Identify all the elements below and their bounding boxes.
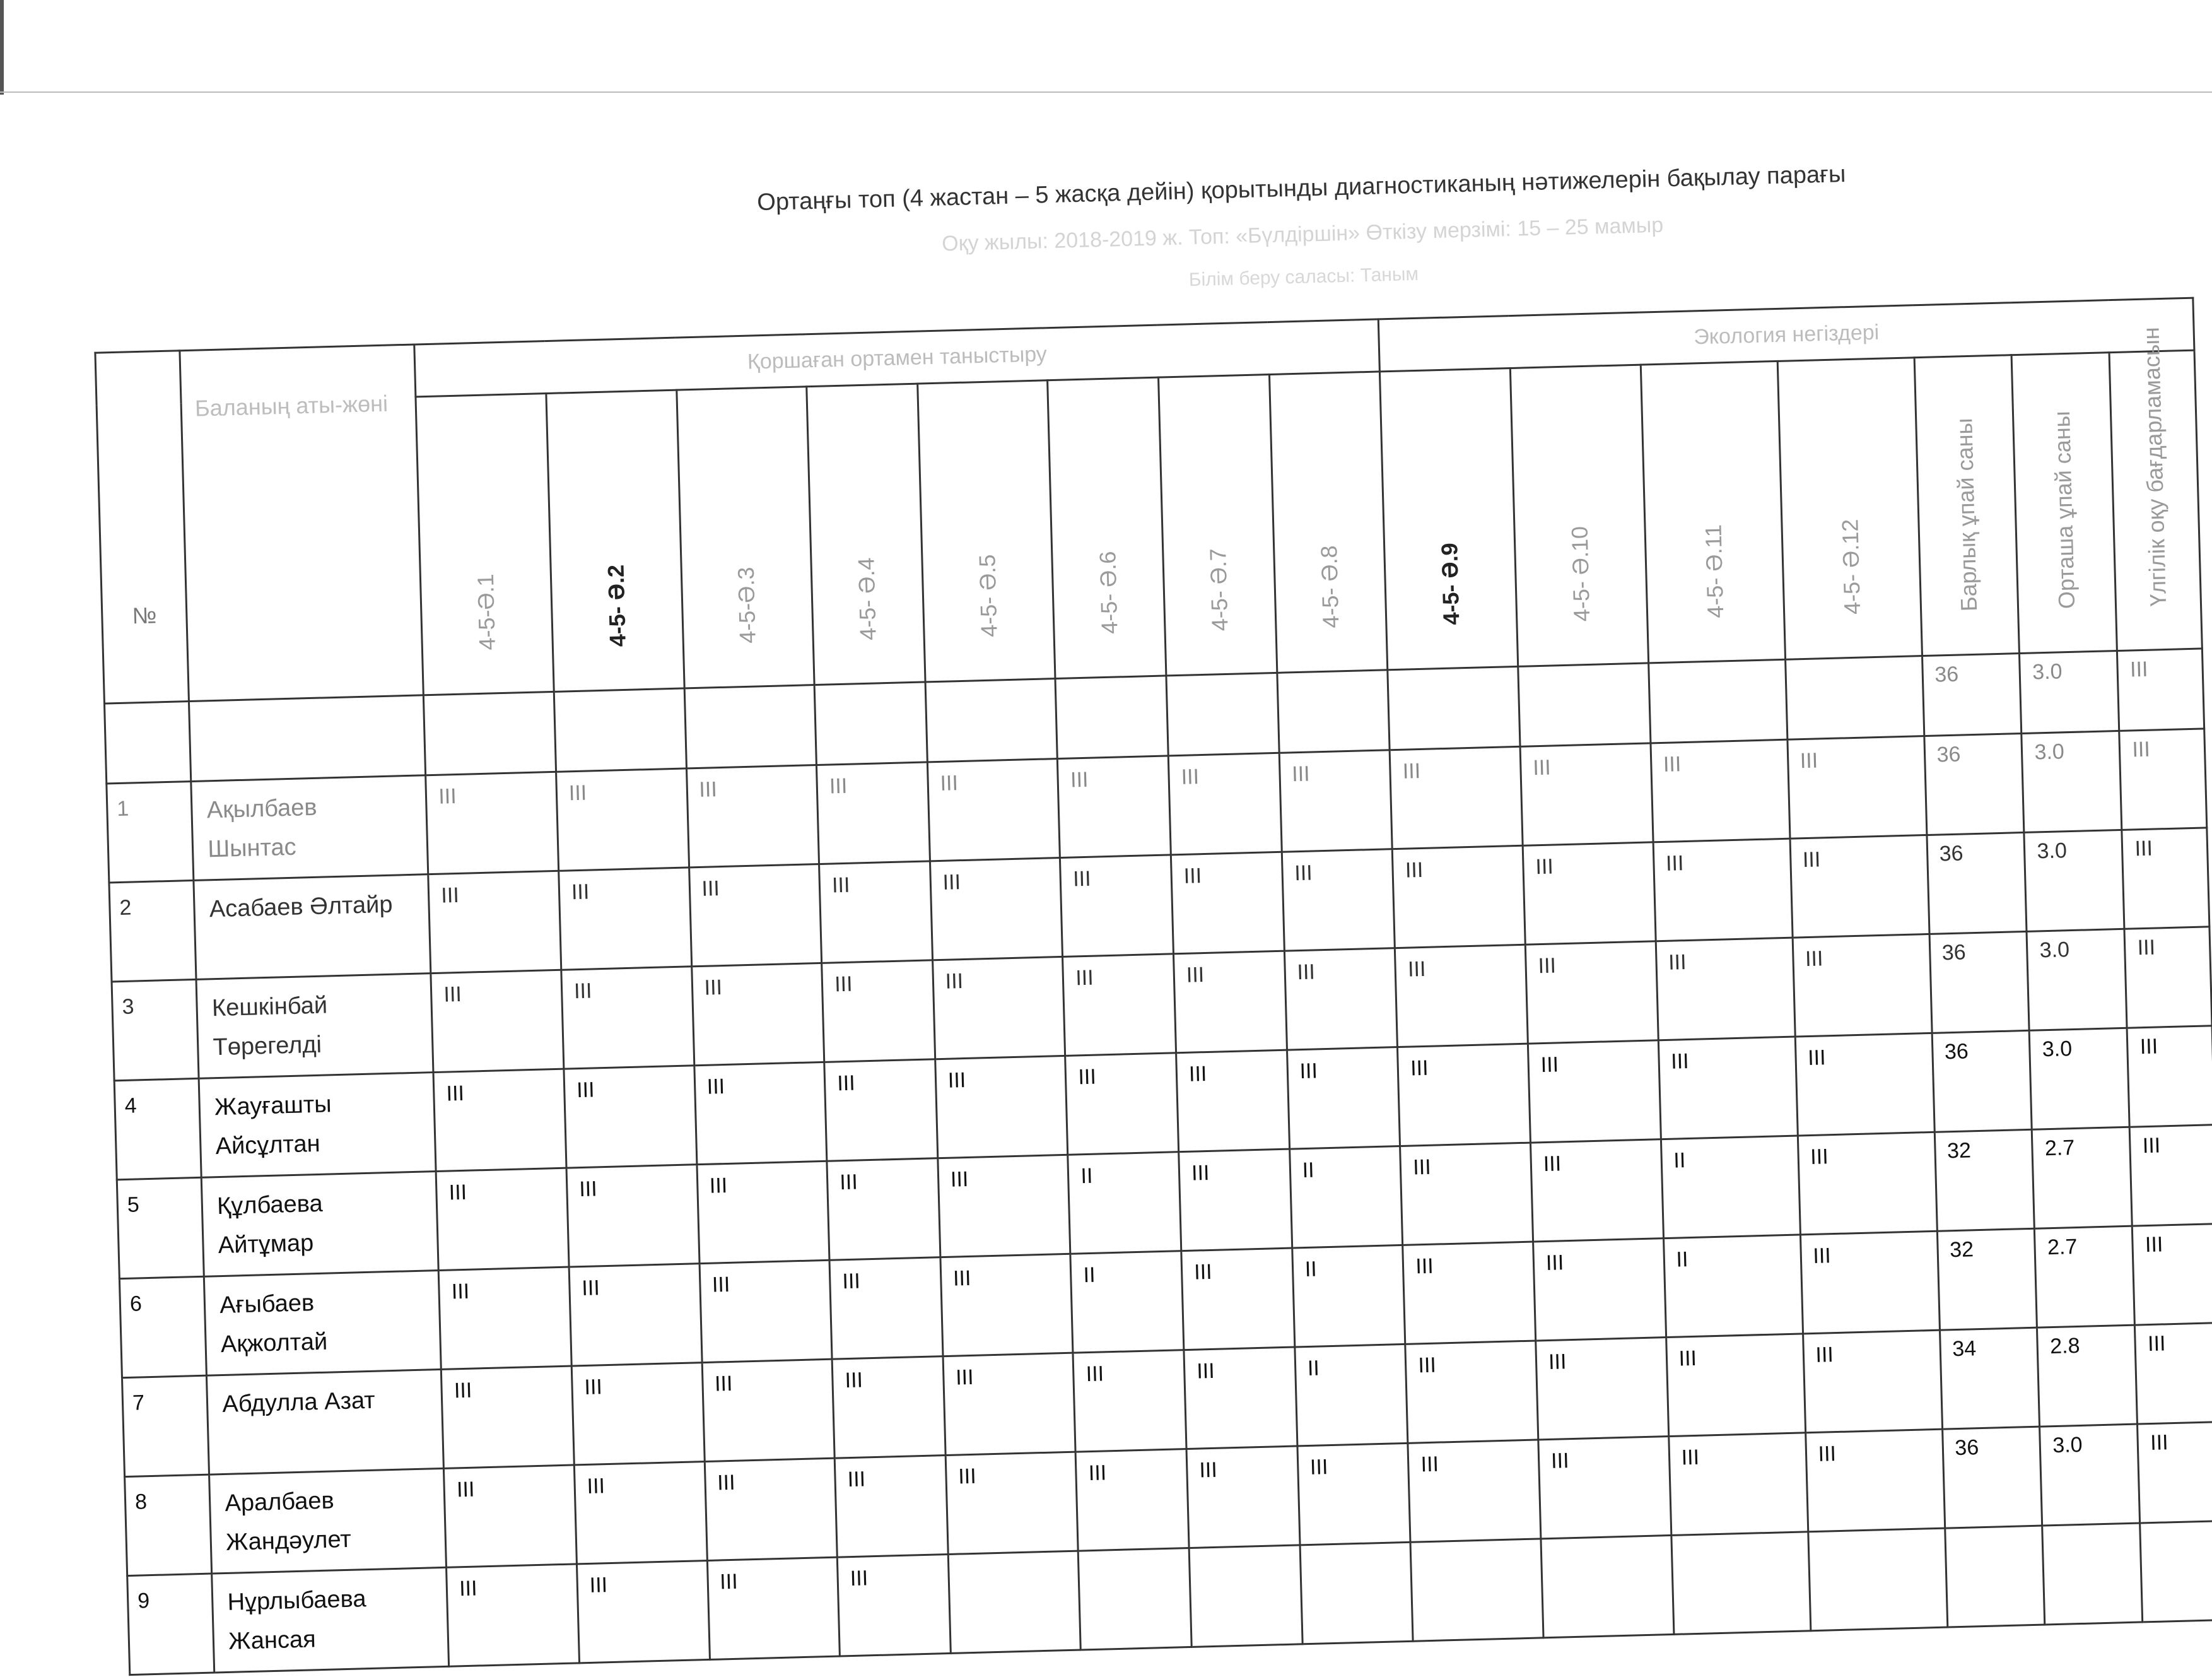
total-cell: 36 — [1932, 1030, 2032, 1132]
results-table — [94, 297, 2212, 1676]
mark-cell: III — [571, 1363, 705, 1465]
group-header-environment: Қоршаған ортамен таныстыру — [414, 319, 1380, 397]
mark-cell: II — [1292, 1245, 1405, 1347]
mark-cell: III — [1656, 938, 1795, 1040]
mark-cell: III — [696, 1161, 829, 1263]
level-cell: III — [2124, 927, 2212, 1028]
mark-cell: III — [561, 967, 694, 1069]
total-cell: 34 — [1940, 1327, 2040, 1429]
student-name: Ағыбаев Ақжолтай — [204, 1270, 442, 1375]
scan-corner-mark — [0, 0, 4, 95]
average-cell: 3.0 — [2040, 1424, 2140, 1526]
number-header: № — [95, 351, 189, 703]
student-name: Абдулла Азат — [207, 1369, 444, 1474]
mark-cell: III — [433, 1069, 566, 1171]
total-cell — [1945, 1526, 2045, 1627]
mark-cell: III — [1533, 1239, 1666, 1341]
mark-cell: II — [1068, 1152, 1181, 1254]
mark-cell: III — [1060, 855, 1174, 957]
mark-cell: III — [1073, 1350, 1186, 1452]
mark-cell — [424, 691, 556, 775]
student-name: Жауғашты Айсұлтан — [199, 1073, 436, 1178]
average-cell: 3.0 — [2024, 830, 2124, 931]
total-cell: 36 — [1929, 931, 2030, 1033]
mark-cell: III — [1390, 746, 1523, 849]
group-header-ecology: Экология негіздері — [1379, 298, 2194, 372]
mark-cell: III — [431, 970, 564, 1072]
average-cell: 3.0 — [2030, 1028, 2130, 1129]
mark-cell: III — [689, 864, 822, 966]
student-number: 5 — [117, 1177, 204, 1278]
mark-cell: III — [556, 768, 689, 871]
mark-cell: III — [686, 765, 819, 868]
mark-cell: II — [1289, 1146, 1403, 1249]
level-header: Үлгілік оқу бағдарламасын — [2109, 350, 2202, 650]
mark-cell: III — [938, 1155, 1071, 1257]
code-header: 4-5- Ә.2 — [546, 390, 684, 691]
mark-cell: III — [1538, 1437, 1671, 1539]
mark-cell: III — [1393, 845, 1526, 948]
student-name: Нұрлыбаева Жансая — [212, 1567, 449, 1673]
mark-cell: III — [1181, 1248, 1295, 1350]
student-number: 7 — [122, 1375, 209, 1476]
mark-cell: III — [945, 1452, 1079, 1554]
mark-cell: III — [1284, 948, 1398, 1050]
mark-cell: III — [1800, 1231, 1940, 1334]
mark-cell: III — [1530, 1139, 1663, 1242]
mark-cell: III — [1058, 756, 1171, 858]
mark-cell — [684, 685, 817, 768]
mark-cell: III — [1536, 1338, 1669, 1440]
level-cell: III — [2130, 1125, 2212, 1226]
level-cell: III — [2117, 649, 2204, 731]
document-sheet — [38, 70, 2212, 1655]
code-header: 4-5- Ә.9 — [1380, 368, 1518, 670]
mark-cell — [1648, 659, 1787, 743]
document-subtitle-2: Білім беру саласы: Таным — [1188, 263, 1419, 291]
mark-cell: III — [1179, 1149, 1292, 1251]
mark-cell: III — [1075, 1449, 1189, 1551]
code-header: 4-5- Ә.5 — [917, 380, 1055, 682]
mark-cell: III — [1176, 1050, 1290, 1152]
mark-cell: III — [837, 1555, 951, 1657]
mark-cell: III — [1173, 951, 1287, 1053]
mark-cell: III — [1287, 1047, 1400, 1150]
mark-cell: III — [1798, 1132, 1937, 1235]
mark-cell: III — [436, 1168, 569, 1270]
aggregate-name-cell — [189, 695, 426, 782]
mark-cell: II — [1663, 1235, 1803, 1338]
mark-cell: III — [1186, 1446, 1300, 1548]
mark-cell: III — [1398, 1044, 1531, 1146]
mark-cell: III — [932, 956, 1065, 1059]
total-cell: 36 — [1942, 1427, 2042, 1528]
level-cell: III — [2133, 1224, 2212, 1325]
mark-cell: III — [1523, 842, 1656, 944]
mark-cell: III — [1795, 1033, 1934, 1136]
code-header: 4-5- Ә.7 — [1159, 375, 1277, 676]
mark-cell: III — [1651, 739, 1790, 842]
code-header: 4-5- Ә.6 — [1048, 377, 1166, 678]
name-header: Баланың аты-жөні — [180, 344, 423, 702]
mark-cell: III — [943, 1353, 1076, 1455]
aggregate-number-cell — [104, 702, 191, 784]
average-cell: 2.8 — [2037, 1325, 2138, 1427]
total-cell: 36 — [1922, 654, 2022, 736]
student-number: 2 — [109, 880, 196, 981]
mark-cell — [1189, 1545, 1302, 1647]
mark-cell: II — [1070, 1251, 1184, 1353]
mark-cell: III — [1403, 1242, 1536, 1344]
average-cell: 3.0 — [2027, 929, 2127, 1030]
mark-cell: III — [428, 871, 561, 973]
student-number: 4 — [114, 1078, 201, 1179]
code-header: 4-5- Ә.4 — [807, 384, 925, 685]
level-cell: III — [2119, 729, 2207, 830]
student-number: 3 — [112, 979, 199, 1080]
mark-cell — [925, 679, 1058, 762]
mark-cell: III — [444, 1465, 577, 1567]
mark-cell: III — [691, 963, 824, 1065]
mark-cell — [1518, 663, 1651, 746]
mark-cell: III — [1658, 1037, 1798, 1139]
student-name: Кешкінбай Төрегелді — [196, 974, 433, 1079]
mark-cell: III — [699, 1260, 833, 1362]
mark-cell: III — [927, 759, 1060, 861]
document-subtitle: Оқу жылы: 2018-2019 ж. Топ: «Бүлдіршін» Өткізу мерзімі: 15 – 25 мамыр — [941, 213, 1664, 256]
mark-cell: III — [1793, 934, 1932, 1037]
code-header: 4-5-Ә.3 — [676, 387, 814, 688]
mark-cell: III — [1065, 1053, 1179, 1155]
mark-cell: III — [1525, 941, 1658, 1044]
code-header: 4-5- Ә.11 — [1641, 361, 1785, 663]
mark-cell: II — [1295, 1344, 1408, 1446]
average-cell: 2.7 — [2032, 1127, 2133, 1228]
mark-cell — [1300, 1542, 1413, 1644]
level-cell: III — [2138, 1422, 2212, 1523]
mark-cell — [1079, 1548, 1192, 1650]
mark-cell: III — [1405, 1341, 1538, 1443]
mark-cell: III — [930, 857, 1063, 960]
average-header: Орташа ұпай саны — [2012, 353, 2117, 654]
mark-cell: III — [1520, 743, 1653, 845]
total-header: Барлық ұпай саны — [1914, 355, 2020, 656]
total-cell: 36 — [1926, 832, 2027, 934]
mark-cell: III — [566, 1165, 699, 1267]
mark-cell: III — [707, 1557, 840, 1659]
mark-cell: III — [1805, 1429, 1945, 1532]
mark-cell: III — [1297, 1443, 1411, 1545]
mark-cell: III — [1171, 852, 1284, 954]
level-cell: III — [2135, 1323, 2212, 1424]
mark-cell: III — [1400, 1143, 1533, 1245]
mark-cell — [814, 682, 927, 765]
mark-cell — [1808, 1528, 1947, 1631]
mark-cell: III — [817, 762, 930, 864]
mark-cell: III — [1528, 1040, 1661, 1143]
student-number: 1 — [107, 781, 194, 882]
mark-cell: III — [834, 1456, 948, 1558]
mark-cell: III — [824, 1059, 938, 1162]
mark-cell: III — [1668, 1433, 1808, 1536]
mark-cell — [554, 688, 686, 772]
code-header: 4-5- Ә.12 — [1777, 358, 1922, 660]
mark-cell: III — [574, 1462, 707, 1564]
mark-cell: III — [822, 960, 935, 1062]
level-cell: III — [2127, 1026, 2212, 1127]
mark-cell: III — [564, 1066, 697, 1168]
mark-cell: III — [559, 868, 692, 970]
mark-cell: III — [829, 1257, 943, 1360]
mark-cell: III — [819, 861, 933, 963]
mark-cell: III — [1184, 1347, 1297, 1449]
student-number: 9 — [127, 1574, 214, 1674]
mark-cell: III — [442, 1366, 575, 1468]
average-cell: 3.0 — [2020, 650, 2119, 733]
total-cell: 32 — [1937, 1228, 2037, 1330]
student-number: 6 — [119, 1276, 206, 1377]
mark-cell: III — [569, 1264, 702, 1366]
mark-cell — [948, 1551, 1081, 1653]
mark-cell — [1277, 670, 1390, 753]
student-name: Құлбаева Айтұмар — [202, 1172, 439, 1277]
mark-cell: III — [935, 1056, 1068, 1158]
mark-cell: III — [702, 1359, 835, 1461]
mark-cell: III — [832, 1356, 945, 1459]
mark-cell: III — [1279, 750, 1393, 852]
mark-cell: III — [1408, 1440, 1541, 1542]
code-header: 4-5- Ә.8 — [1269, 372, 1388, 673]
code-header: 4-5- Ә.10 — [1510, 365, 1648, 666]
code-header: 4-5-Ә.1 — [416, 394, 554, 695]
mark-cell — [1785, 656, 1924, 740]
average-cell: 3.0 — [2022, 731, 2122, 832]
mark-cell — [1541, 1535, 1674, 1637]
mark-cell: III — [1787, 736, 1926, 839]
mark-cell: III — [1666, 1334, 1805, 1437]
student-name: Асабаев Әлтайр — [194, 874, 431, 980]
mark-cell — [1671, 1532, 1810, 1635]
mark-cell — [1410, 1539, 1543, 1641]
mark-cell: III — [1282, 849, 1395, 951]
mark-cell: III — [827, 1158, 940, 1261]
mark-cell: III — [1395, 944, 1528, 1047]
student-name: Аралбаев Жандәулет — [209, 1468, 447, 1574]
average-cell: 2.7 — [2035, 1226, 2135, 1327]
mark-cell: III — [1653, 839, 1793, 941]
mark-cell: III — [426, 772, 559, 874]
mark-cell: III — [705, 1458, 838, 1560]
average-cell — [2042, 1523, 2143, 1625]
mark-cell: III — [940, 1254, 1074, 1356]
level-cell: III — [2122, 828, 2209, 929]
mark-cell: III — [438, 1267, 571, 1369]
student-number: 8 — [125, 1474, 212, 1575]
mark-cell — [1166, 673, 1279, 756]
total-cell: 32 — [1934, 1129, 2035, 1231]
student-name: Ақылбаев Шынтас — [191, 775, 428, 881]
mark-cell: III — [1063, 954, 1176, 1056]
mark-cell: II — [1661, 1136, 1800, 1239]
mark-cell: III — [447, 1564, 580, 1666]
mark-cell: III — [1168, 753, 1282, 855]
mark-cell: III — [694, 1062, 827, 1164]
mark-cell: III — [576, 1561, 710, 1663]
total-cell: 36 — [1924, 733, 2024, 835]
document-title: Ортаңғы топ (4 жастан – 5 жасқа дейін) қорытынды диагностиканың нәтижелерін бақылау парағы — [756, 161, 1846, 216]
mark-cell: III — [1803, 1330, 1942, 1433]
mark-cell — [1388, 666, 1520, 750]
level-cell — [2140, 1521, 2212, 1621]
mark-cell: III — [1790, 835, 1929, 938]
mark-cell — [1055, 676, 1168, 759]
